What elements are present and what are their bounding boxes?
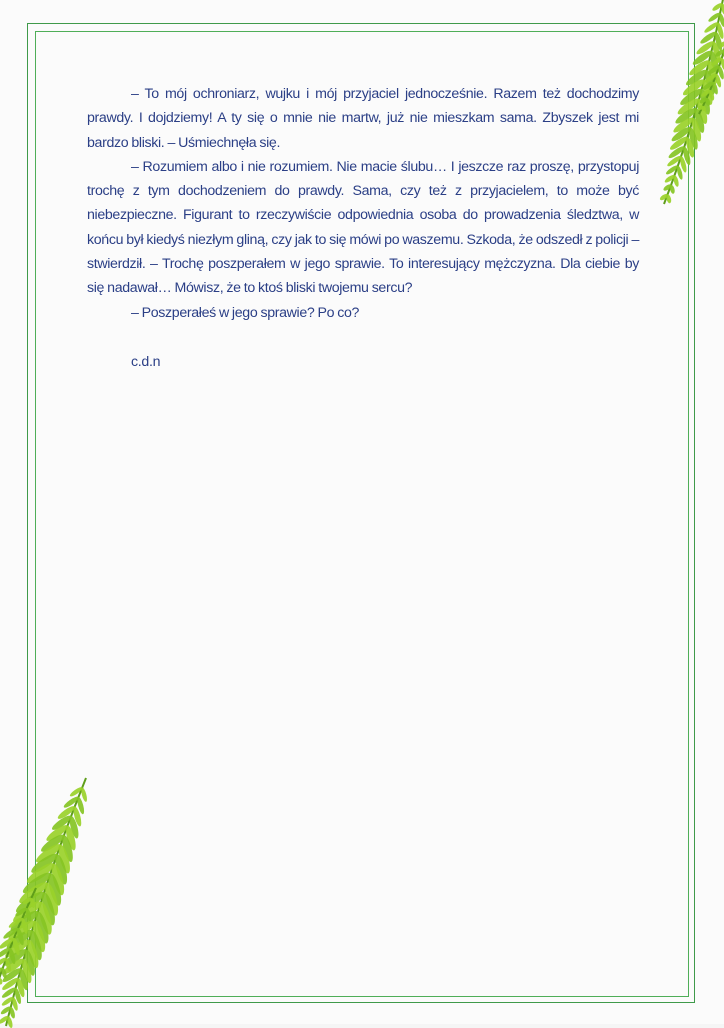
paragraph-2: – Rozumiem albo i nie rozumiem. Nie macie ślubu… I jeszcze raz proszę, przystopuj trochę z tym dochodzeniem do prawdy. Sama, czy też z przyjacielem, to może być niebezpieczne. Figurant to rzeczywiście odpowiednia osoba do prowadzenia śledztwa, w końcu był kiedyś niezłym gliną, czy jak to się mówi po waszemu. Szkoda, że odszedł z policji – stwierdził. – Trochę poszperałem w jego sprawie. To interesujący mężczyzna. Dla ciebie by się nadawał… Mówisz, że to ktoś bliski twojemu sercu? [87,158,639,297]
fern-leaf-bottom-icon [0,768,106,1028]
continuation-note: c.d.n [131,354,161,370]
story-text [87,82,639,325]
paragraph-1: – To mój ochroniarz, wujku i mój przyjaciel jednocześnie. Razem też dochodzimy prawdy. I dojdziemy! A ty się o mnie nie martw, już nie mieszkam sama. Zbyszek jest mi bardzo bliski. – Uśmiechnęła się. [87,86,639,151]
paragraph-3: – Poszperałeś w jego sprawie? Po co? [131,304,360,321]
fern-leaf-top-icon [644,0,724,214]
